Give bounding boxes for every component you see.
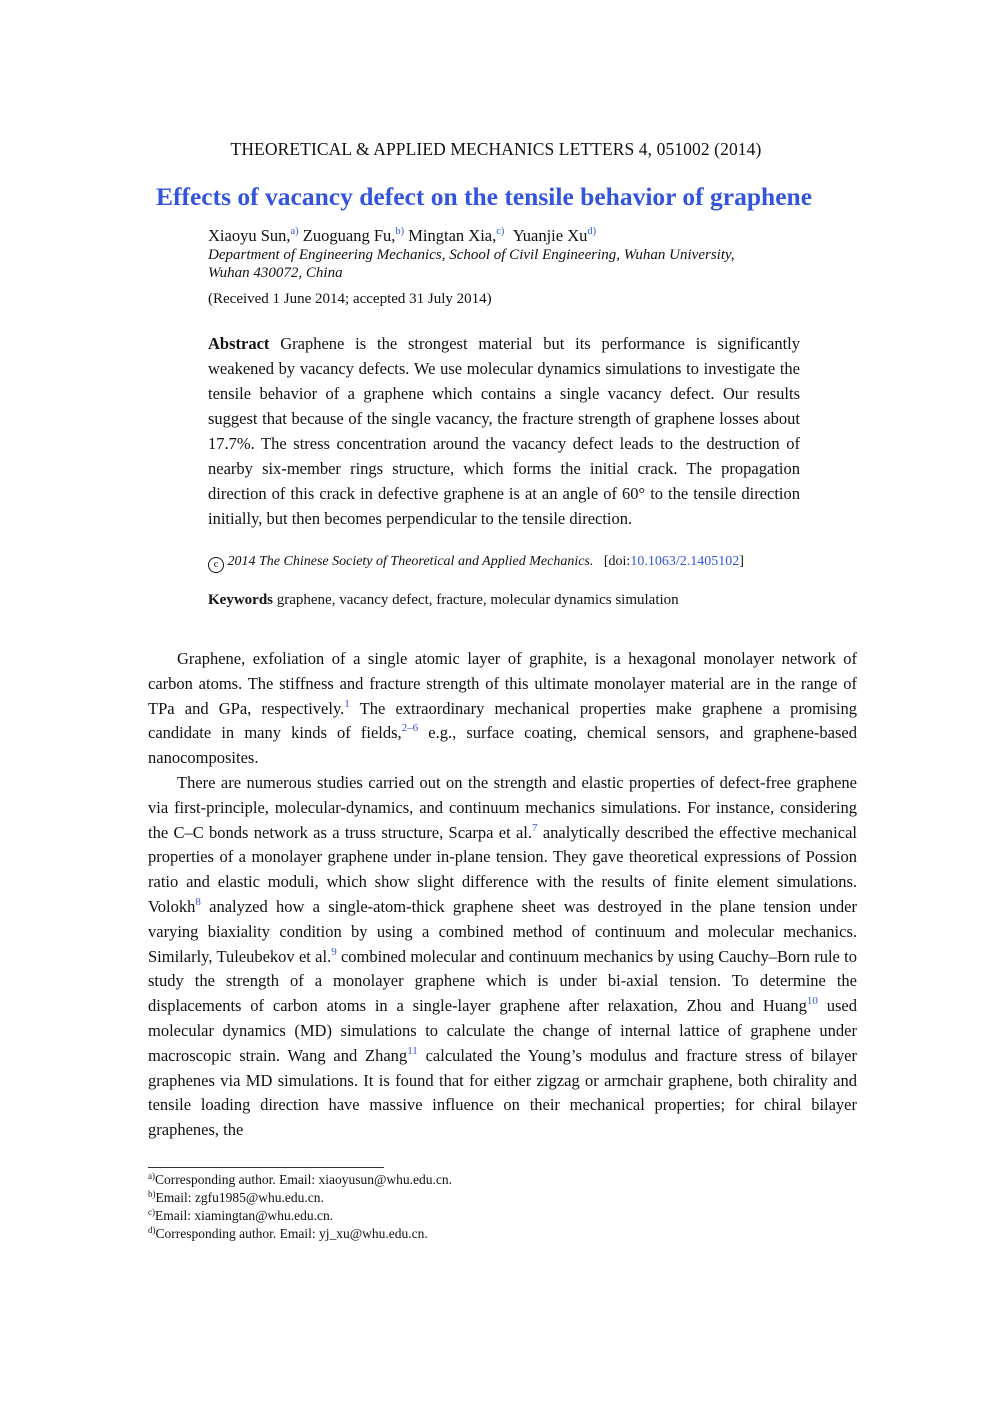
journal-header: THEORETICAL & APPLIED MECHANICS LETTERS 4, 051002 (2014) bbox=[230, 139, 762, 159]
author-name: Zuoguang Fu, bbox=[302, 226, 396, 245]
paragraph bbox=[148, 647, 857, 771]
affiliation-line: Department of Engineering Mechanics, School of Civil Engineering, Wuhan University, bbox=[208, 247, 735, 263]
footnote-text: Corresponding author. Email: xiaoyusun@whu.edu.cn. bbox=[155, 1172, 453, 1187]
keywords-text: graphene, vacancy defect, fracture, molecular dynamics simulation bbox=[276, 592, 679, 608]
abstract bbox=[208, 331, 800, 531]
text-run: There are numerous studies carried out on the strength and elastic properties of defect-free graphene via first-principle, molecular-dynamics, and continuum mechanics simulations. For instance, considering the C–C bonds network as a truss structure, Scarpa et al. bbox=[148, 772, 857, 842]
affiliation-line: Wuhan 430072, China bbox=[208, 265, 343, 281]
footnote-text: Corresponding author. Email: yj_xu@whu.edu.cn. bbox=[155, 1226, 428, 1241]
author-list bbox=[208, 226, 800, 246]
citation-link[interactable]: 2–6 bbox=[401, 722, 419, 735]
author-name: Xiaoyu Sun, bbox=[208, 226, 291, 245]
footnote-mark: a) bbox=[148, 1171, 155, 1181]
citation-link[interactable]: 7 bbox=[532, 821, 538, 834]
author-name: Mingtan Xia, bbox=[408, 226, 497, 245]
footnote bbox=[148, 1189, 748, 1207]
abstract-text: Graphene is the strongest material but its performance is significantly weakened by vacancy defects. We use molecular dynamics simulations to investigate the tensile behavior of a graphene which contains a single vacancy defect. Our results suggest that because of the single vacancy, the fracture strength of graphene losses about 17.7%. The stress concentration around the vacancy defect leads to the destruction of nearby six-member rings structure, which forms the initial crack. The propagation direction of this crack in defective graphene is at an angle of 60° to the tensile direction initially, but then becomes perpendicular to the tensile direction. bbox=[208, 334, 801, 528]
doi-link[interactable]: 10.1063/2.1405102 bbox=[630, 554, 740, 569]
text-run: analytically described the effective mechanical properties of a monolayer graphene under in-plane tension. They gave theoretical expressions of Possion ratio and elastic moduli, which show slight difference with the results of finite element simulations. Volokh bbox=[148, 822, 857, 916]
paper-title: Effects of vacancy defect on the tensile behavior of graphene bbox=[155, 182, 813, 211]
citation-link[interactable]: 8 bbox=[195, 895, 201, 908]
citation-link[interactable]: 1 bbox=[344, 697, 350, 710]
footnotes bbox=[148, 1171, 748, 1243]
footnote-text: Email: zgfu1985@whu.edu.cn. bbox=[155, 1190, 324, 1205]
footnote bbox=[148, 1225, 748, 1243]
affiliation bbox=[208, 246, 800, 282]
author-mark[interactable]: c) bbox=[496, 226, 505, 237]
copyright-line bbox=[208, 554, 800, 573]
copyright-icon: c bbox=[208, 557, 224, 573]
author-name: Yuanjie Xu bbox=[512, 226, 588, 245]
author-mark[interactable]: b) bbox=[395, 226, 405, 237]
author-mark[interactable]: d) bbox=[587, 226, 597, 237]
footnote bbox=[148, 1171, 748, 1189]
citation-link[interactable]: 9 bbox=[331, 945, 337, 958]
keywords-label: Keywords bbox=[208, 592, 273, 608]
paragraph bbox=[148, 771, 857, 1143]
keywords bbox=[208, 592, 800, 609]
text-run: e.g., surface coating, chemical sensors, and graphene-based nanocomposites. bbox=[148, 723, 857, 768]
text-run: combined molecular and continuum mechanics by using Cauchy–Born rule to study the strength of a monolayer graphene which is under bi-axial tension. To determine the displacements of carbon atoms in a single-layer graphene after relaxation, Zhou and Huang bbox=[148, 946, 858, 1016]
footnote bbox=[148, 1207, 748, 1225]
text-run: The extraordinary mechanical properties make graphene a promising candidate in many kinds of fields, bbox=[148, 698, 857, 743]
abstract-label: Abstract bbox=[208, 334, 270, 353]
body-text bbox=[148, 647, 857, 1143]
copyright-text: 2014 The Chinese Society of Theoretical and Applied Mechanics. bbox=[227, 554, 594, 569]
footnote-mark: b) bbox=[148, 1189, 156, 1199]
text-run: calculated the Young’s modulus and fracture stress of bilayer graphenes via MD simulations. It is found that for either zigzag or armchair graphene, both chirality and tensile loading direction have massive influence on their mechanical properties; for chiral bilayer graphenes, the bbox=[148, 1045, 857, 1140]
citation-link[interactable]: 11 bbox=[407, 1044, 418, 1057]
citation-link[interactable]: 10 bbox=[806, 995, 818, 1008]
text-run: Graphene, exfoliation of a single atomic layer of graphite, is a hexagonal monolayer network of carbon atoms. The stiffness and fracture strength of this ultimate monolayer material are in the range of TPa and GPa, respectively. bbox=[148, 649, 857, 718]
received-dates: (Received 1 June 2014; accepted 31 July 2014) bbox=[208, 291, 492, 307]
footnote-divider bbox=[148, 1167, 384, 1168]
text-run: used molecular dynamics (MD) simulations to calculate the change of internal lattice of graphene under macroscopic strain. Wang and Zhang bbox=[148, 996, 857, 1065]
author-mark[interactable]: a) bbox=[290, 226, 299, 237]
footnote-mark: d) bbox=[148, 1225, 156, 1235]
doi-prefix: [doi: bbox=[603, 554, 631, 569]
text-run: analyzed how a single-atom-thick graphene sheet was destroyed in the plane tension under varying biaxiality condition by using a combined method of continuum and molecular mechanics. Similarly, Tuleubekov et al. bbox=[148, 896, 857, 966]
footnote-text: Email: xiamingtan@whu.edu.cn. bbox=[155, 1208, 334, 1223]
doi-suffix: ] bbox=[739, 554, 744, 569]
footnote-mark: c) bbox=[148, 1207, 155, 1217]
